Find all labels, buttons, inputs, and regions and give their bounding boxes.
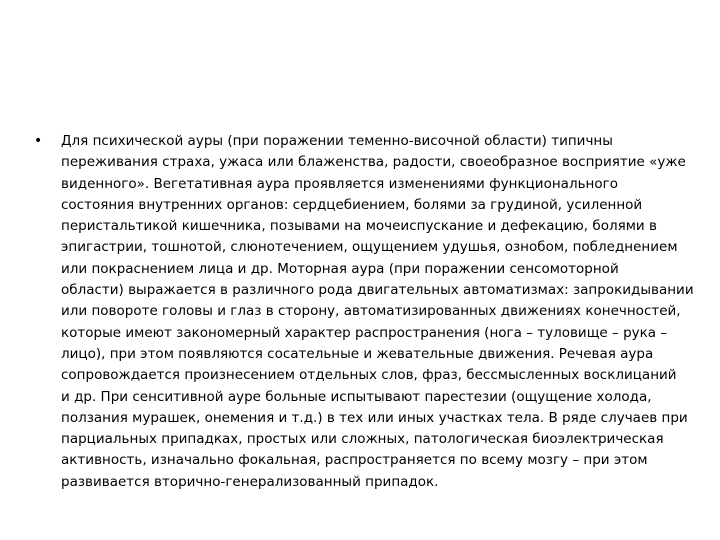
bullet-icon: • <box>34 133 43 149</box>
text-line: переживания страха, ужаса или блаженства, радости, своеобразное восприятие «уже <box>61 154 686 171</box>
text-line: эпигастрии, тошнотой, слюнотечением, ощущением удушья, ознобом, побледнением <box>61 239 678 256</box>
text-line: лицо), при этом появляются сосательные и жевательные движения. Речевая аура <box>61 345 654 362</box>
bullet-paragraph <box>61 131 698 493</box>
text-line: развивается вторично-генерализованный припадок. <box>61 473 439 490</box>
text-line: которые имеют закономерный характер распространения (нога – туловище – рука – <box>61 324 668 341</box>
text-line: сопровождается произнесением отдельных слов, фраз, бессмысленных восклицаний <box>61 367 677 384</box>
text-line: или покраснением лица и др. Моторная аура (при поражении сенсомоторной <box>61 260 619 277</box>
text-line: или повороте головы и глаз в сторону, автоматизированных движениях конечностей, <box>61 303 681 320</box>
text-line: активность, изначально фокальная, распространяется по всему мозгу – при этом <box>61 452 648 469</box>
text-line: области) выражается в различного рода двигательных автоматизмах: запрокидывании <box>61 282 694 299</box>
text-line: состояния внутренних органов: сердцебиением, болями за грудиной, усиленной <box>61 196 643 213</box>
text-line: Для психической ауры (при поражении теменно-височной области) типичны <box>61 133 613 149</box>
text-line: ползания мурашек, онемения и т.д.) в тех или иных участках тела. В ряде случаев при <box>61 409 688 426</box>
text-line: виденного». Вегетативная аура проявляется изменениями функционального <box>61 175 618 192</box>
text-line: и др. При сенситивной ауре больные испытывают парестезии (ощущение холода, <box>61 388 652 405</box>
text-line: перистальтикой кишечника, позывами на мочеиспускание и дефекацию, болями в <box>61 218 657 235</box>
text-line: парциальных припадках, простых или сложных, патологическая биоэлектрическая <box>61 431 664 448</box>
